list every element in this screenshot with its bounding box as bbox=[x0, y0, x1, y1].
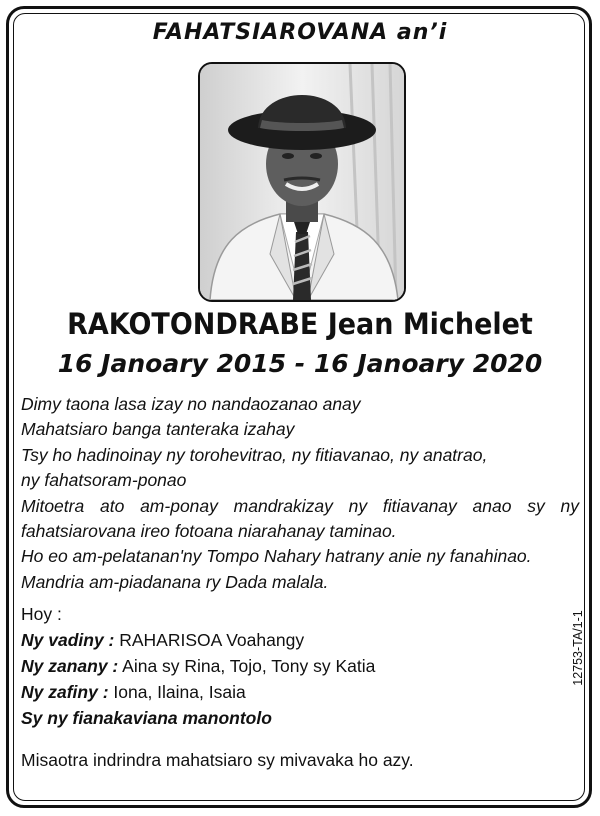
message-line: Tsy ho hadinoinay ny torohevitrao, ny fitiavanao, ny anatrao, bbox=[21, 444, 488, 465]
notice-heading: FAHATSIAROVANA an’i bbox=[152, 20, 448, 45]
family-value: RAHARISOA Voahangy bbox=[114, 630, 305, 650]
family-value: Aina sy Rina, Tojo, Tony sy Katia bbox=[118, 656, 376, 676]
family-row-spouse bbox=[21, 627, 375, 653]
message-line: ny fahatsoram-ponao bbox=[21, 470, 187, 491]
message-line: Dimy taona lasa izay no nandaozanao anay bbox=[21, 394, 361, 414]
family-list bbox=[21, 601, 375, 731]
family-intro: Hoy : bbox=[21, 604, 62, 624]
reference-code: 12753-TA/1-1 bbox=[571, 610, 585, 686]
memorial-message bbox=[21, 392, 579, 595]
memorial-dates: 16 Janoary 2015 - 16 Janoary 2020 bbox=[57, 349, 543, 378]
family-label: Ny vadiny : bbox=[21, 630, 115, 650]
portrait-illustration bbox=[200, 64, 404, 300]
family-row-grandchildren bbox=[21, 679, 375, 705]
family-row-children bbox=[21, 653, 375, 679]
thanks-note: Misaotra indrindra mahatsiaro sy mivavaka ho azy. bbox=[21, 750, 414, 770]
message-line: Mitoetra ato am-ponay mandrakizay ny fitiavanay anao sy ny bbox=[21, 495, 579, 516]
message-line: Ho eo am-pelatanan'ny Tompo Nahary hatrany anie ny fanahinao. bbox=[21, 546, 532, 567]
message-line: Mahatsiaro banga tanteraka izahay bbox=[21, 419, 295, 440]
message-line: Mandria am-piadanana ry Dada malala. bbox=[21, 571, 329, 592]
family-label: Ny zanany : bbox=[21, 656, 119, 676]
family-label: Ny zafiny : bbox=[21, 682, 109, 702]
portrait-photo bbox=[198, 62, 406, 302]
message-line: fahatsiarovana ireo fotoana niarahanay taminao. bbox=[21, 521, 397, 542]
family-value: Iona, Ilaina, Isaia bbox=[108, 682, 246, 702]
deceased-name: RAKOTONDRABE Jean Michelet bbox=[67, 307, 533, 341]
family-closing: Sy ny fianakaviana manontolo bbox=[21, 708, 272, 728]
